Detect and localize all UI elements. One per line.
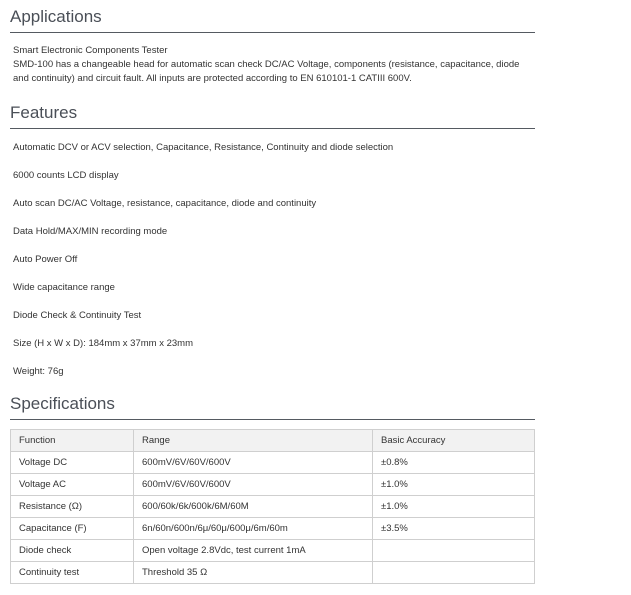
column-header-range: Range (134, 430, 373, 452)
applications-line-1: Smart Electronic Components Tester (13, 45, 168, 56)
accuracy-cell: ±3.5% (373, 518, 535, 540)
function-cell: Continuity test (11, 562, 134, 584)
feature-item: Diode Check & Continuity Test (13, 310, 142, 321)
accuracy-cell (373, 540, 535, 562)
feature-item: 6000 counts LCD display (13, 170, 119, 181)
feature-item: Auto Power Off (13, 254, 78, 265)
table-row (11, 540, 535, 562)
specifications-table (10, 429, 535, 584)
range-cell: 6n/60n/600n/6μ/60μ/600μ/6m/60m (134, 518, 373, 540)
range-cell: Open voltage 2.8Vdc, test current 1mA (134, 540, 373, 562)
accuracy-cell: ±1.0% (373, 496, 535, 518)
table-row (11, 474, 535, 496)
features-heading: Features (10, 103, 535, 129)
applications-heading: Applications (10, 7, 535, 33)
applications-line-2: SMD-100 has a changeable head for automatic scan check DC/AC Voltage, components (resistance, capacitance, diode and continuity) and circuit fault. All inputs are protected according to EN 610101-1 CATIII 600V. (13, 59, 520, 84)
column-header-function: Function (11, 430, 134, 452)
table-header-row (11, 430, 535, 452)
table-row (11, 496, 535, 518)
accuracy-cell (373, 562, 535, 584)
feature-item: Wide capacitance range (13, 282, 115, 293)
feature-item: Automatic DCV or ACV selection, Capacitance, Resistance, Continuity and diode selection (13, 142, 394, 153)
range-cell: Threshold 35 Ω (134, 562, 373, 584)
specifications-heading: Specifications (10, 394, 535, 420)
function-cell: Voltage AC (11, 474, 134, 496)
features-list (13, 141, 393, 393)
feature-item: Size (H x W x D): 184mm x 37mm x 23mm (13, 338, 193, 349)
accuracy-cell: ±1.0% (373, 474, 535, 496)
function-cell: Diode check (11, 540, 134, 562)
function-cell: Voltage DC (11, 452, 134, 474)
function-cell: Resistance (Ω) (11, 496, 134, 518)
feature-item: Weight: 76g (13, 366, 64, 377)
range-cell: 600/60k/6k/600k/6M/60M (134, 496, 373, 518)
table-row (11, 452, 535, 474)
accuracy-cell: ±0.8% (373, 452, 535, 474)
table-row (11, 518, 535, 540)
range-cell: 600mV/6V/60V/600V (134, 452, 373, 474)
range-cell: 600mV/6V/60V/600V (134, 474, 373, 496)
table-row (11, 562, 535, 584)
column-header-accuracy: Basic Accuracy (373, 430, 535, 452)
applications-text (13, 44, 523, 86)
feature-item: Auto scan DC/AC Voltage, resistance, capacitance, diode and continuity (13, 198, 317, 209)
feature-item: Data Hold/MAX/MIN recording mode (13, 226, 168, 237)
function-cell: Capacitance (F) (11, 518, 134, 540)
